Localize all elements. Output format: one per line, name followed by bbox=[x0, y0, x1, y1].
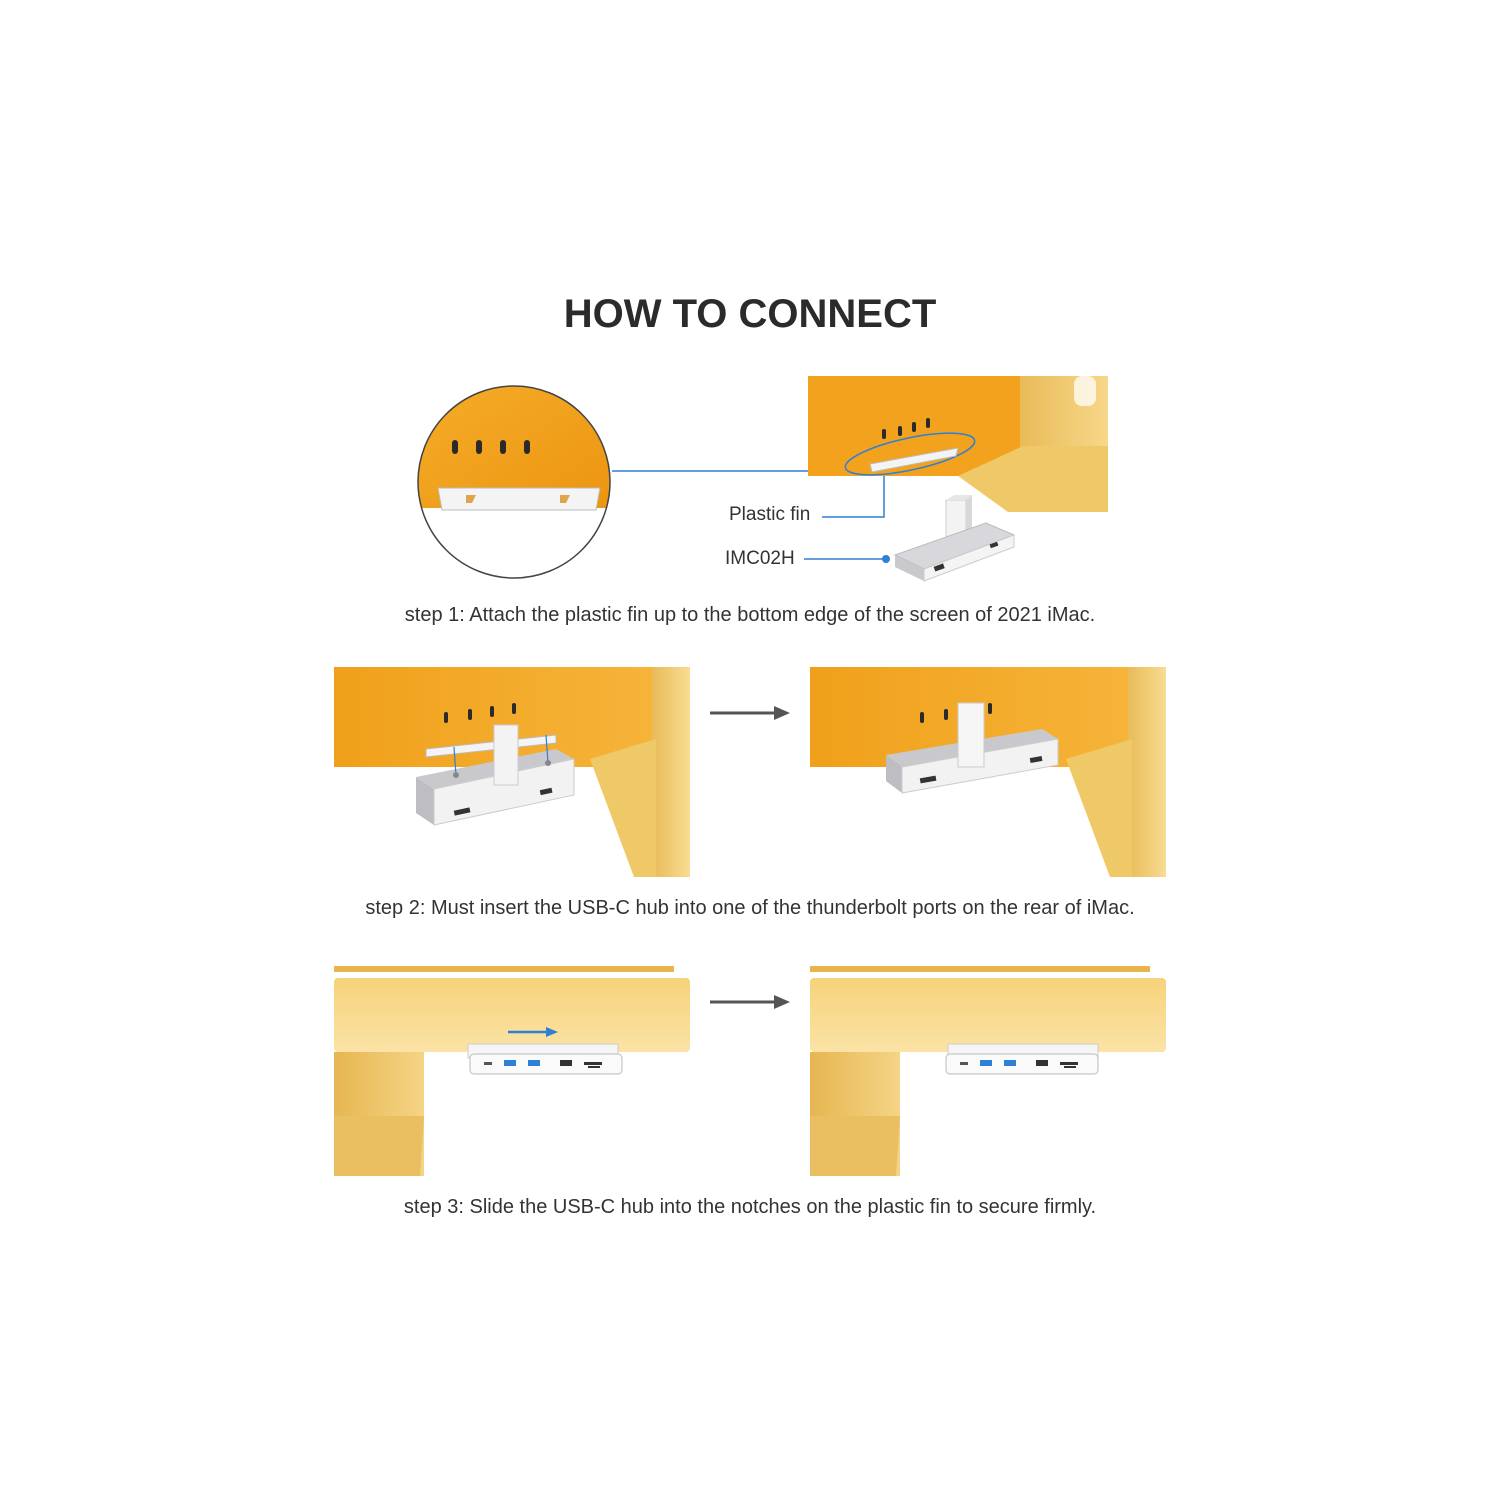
step1-caption: step 1: Attach the plastic fin up to the bottom edge of the screen of 2021 iMac. bbox=[404, 604, 1096, 626]
step3-arrow bbox=[708, 991, 792, 1013]
step1-zoom-circle bbox=[410, 378, 620, 588]
page-title: HOW TO CONNECT bbox=[563, 292, 937, 336]
step3-after-illustration bbox=[810, 966, 1168, 1176]
step3-caption: step 3: Slide the USB-C hub into the notches on the plastic fin to secure firmly. bbox=[403, 1196, 1097, 1218]
step2-after-illustration bbox=[810, 667, 1166, 877]
step2-caption: step 2: Must insert the USB-C hub into one of the thunderbolt ports on the rear of iMac. bbox=[365, 897, 1135, 919]
model-label: IMC02H bbox=[725, 548, 795, 569]
step2-before-illustration bbox=[334, 667, 690, 877]
plastic-fin-label: Plastic fin bbox=[729, 504, 811, 525]
step3-before-illustration bbox=[334, 966, 692, 1176]
step1-hub-product bbox=[890, 495, 1020, 590]
step2-arrow bbox=[708, 702, 792, 724]
